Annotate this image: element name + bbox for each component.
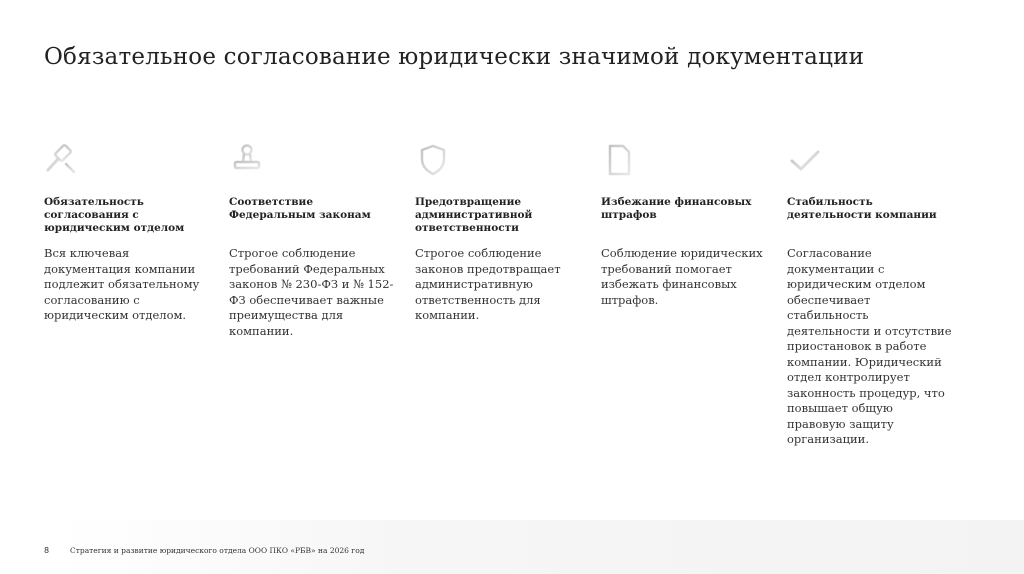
document-icon bbox=[601, 142, 637, 178]
column-heading: Предотвращение административной ответственности bbox=[415, 196, 533, 234]
checkmark-icon bbox=[787, 142, 823, 178]
column-text: Строгое соблюдение законов предотвращает административную ответственность для компании. bbox=[415, 246, 561, 322]
stamp-icon bbox=[229, 142, 265, 178]
column-text: Согласование документации с юридическим отделом обеспечивает стабильность деятельности и отсутствие приостановок в работе компании. Юридический отдел контролирует законность процедур, что повышает общую правовую защиту организации. bbox=[787, 246, 952, 446]
page-title: Обязательное согласование юридически значимой документации bbox=[44, 44, 865, 70]
column-text: Строгое соблюдение требований Федеральных законов № 230-ФЗ и № 152-ФЗ обеспечивает важные преимущества для компании. bbox=[229, 246, 394, 338]
column-text: Вся ключевая документация компании подлежит обязательному согласованию с юридическим отделом. bbox=[44, 246, 200, 322]
footer-caption: Стратегия и развитие юридического отдела ООО ПКО «РБВ» на 2026 год bbox=[70, 546, 365, 555]
feature-column-2 bbox=[229, 142, 397, 339]
feature-column-5 bbox=[787, 142, 955, 448]
column-heading: Избежание финансовых штрафов bbox=[601, 196, 752, 221]
column-heading: Обязательность согласования с юридическим отделом bbox=[44, 196, 185, 234]
column-text: Соблюдение юридических требований помогает избежать финансовых штрафов. bbox=[601, 246, 763, 307]
shield-icon bbox=[415, 142, 451, 178]
feature-column-4 bbox=[601, 142, 769, 308]
column-heading: Стабильность деятельности компании bbox=[787, 196, 937, 221]
gavel-icon bbox=[44, 142, 80, 178]
feature-column-1 bbox=[44, 142, 212, 324]
page-number: 8 bbox=[44, 546, 50, 555]
feature-column-3 bbox=[415, 142, 583, 324]
column-heading: Соответствие Федеральным законам bbox=[229, 196, 371, 221]
